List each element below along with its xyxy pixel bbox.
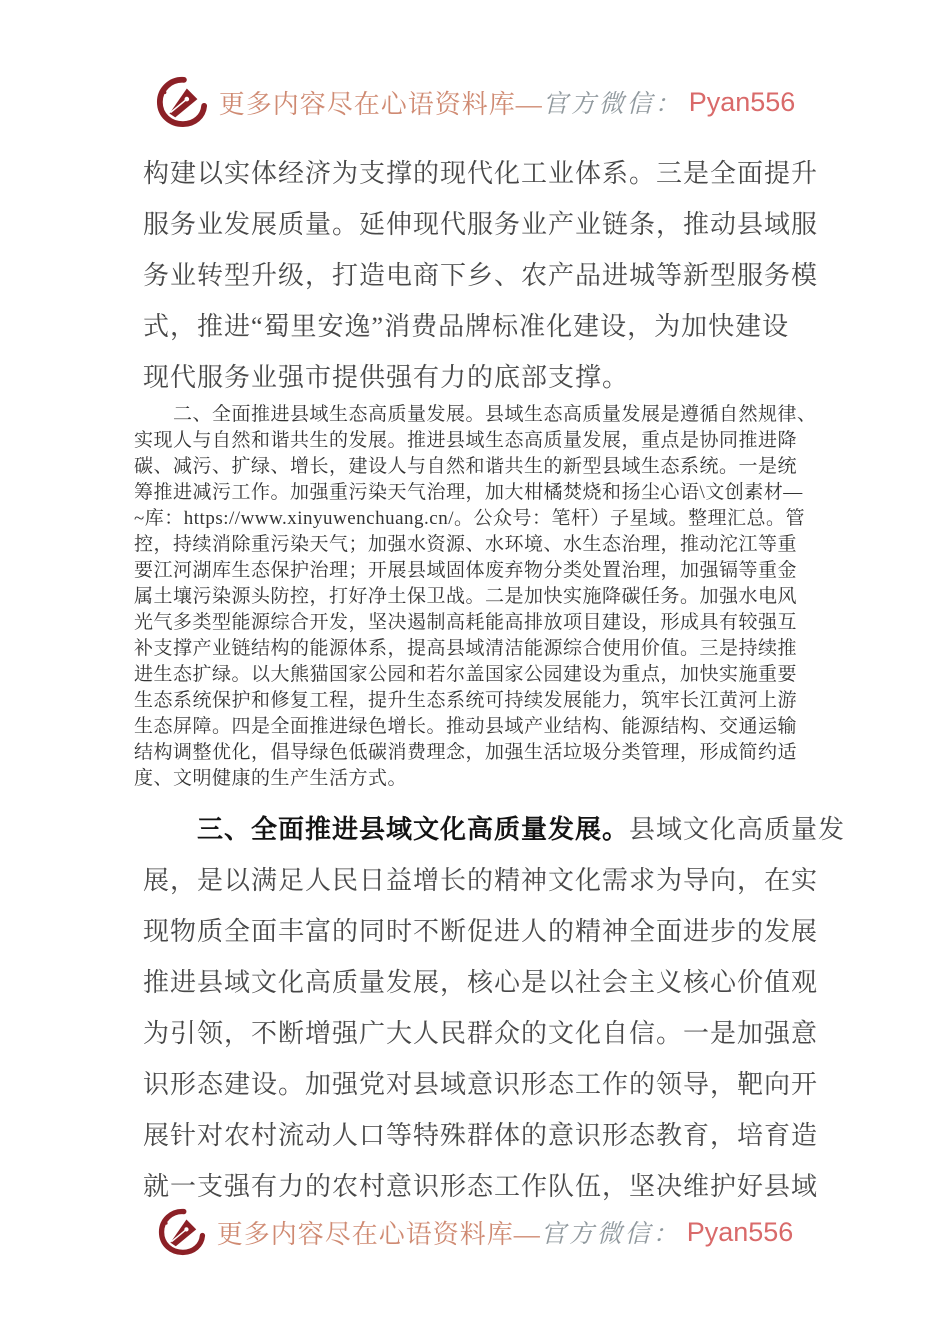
footer-banner (0, 1208, 950, 1256)
footer-wechat-label: 官方微信： (540, 1221, 681, 1248)
text-line: 展，是以满足人民日益增长的精神文化需求为导向，在实 (143, 866, 819, 895)
footer-wechat-id: Pyan556 (686, 1216, 794, 1247)
text-line: 进生态扩绿。以大熊猫国家公园和若尔盖国家公园建设为重点，加快实施重要 (134, 664, 798, 685)
text-line: 光气多类型能源综合开发，坚决遏制高耗能高排放项目建设，形成具有较强互 (134, 612, 798, 633)
text-line: 属土壤污染源头防控，打好净土保卫战。二是加快实施降碳任务。加强水电风 (134, 586, 798, 607)
text-line: 筹推进减污工作。加强重污染天气治理，加大柑橘焚烧和扬尘心语\文创素材— (134, 482, 803, 503)
text-line: 展针对农村流动人口等特殊群体的意识形态教育，培育造 (143, 1121, 819, 1150)
header-banner (0, 76, 950, 128)
footer-brand-text: 更多内容尽在心语资料库— (216, 1219, 541, 1249)
pen-nib-swirl-icon (157, 1208, 207, 1256)
text-line: ~库：https://www.xinyuwenchuang.cn/。公众号：笔杆）子星域。整理汇总。管 (134, 508, 806, 529)
text-line: 控，持续消除重污染天气；加强水资源、水环境、水生态治理，推动沱江等重 (134, 534, 798, 555)
header-wechat-id: Pyan556 (688, 86, 796, 117)
text-line: 现代服务业强市提供强有力的底部支撑。 (143, 363, 630, 392)
text-line: 碳、减污、扩绿、增长，建设人与自然和谐共生的新型县域生态系统。一是统 (134, 456, 798, 477)
header-brand-text: 更多内容尽在心语资料库— (218, 89, 543, 119)
paragraph-industry-system (143, 148, 843, 403)
text-line: 构建以实体经济为支撑的现代化工业体系。三是全面提升 (143, 159, 819, 188)
text-line: 推进县域文化高质量发展，核心是以社会主义核心价值观 (143, 968, 819, 997)
text-line: 三、全面推进县域文化高质量发展。县域文化高质量发 (143, 815, 846, 844)
text-line: 式，推进“蜀里安逸”消费品牌标准化建设，为加快建设 (143, 312, 790, 341)
text-line: 生态系统保护和修复工程，提升生态系统可持续发展能力，筑牢长江黄河上游 (134, 690, 798, 711)
text-line: 结构调整优化，倡导绿色低碳消费理念，加强生活垃圾分类管理，形成简约适 (134, 742, 798, 763)
text-line: 实现人与自然和谐共生的发展。推进县域生态高质量发展，重点是协同推进降 (134, 430, 798, 451)
text-line: 二、全面推进县域生态高质量发展。县域生态高质量发展是遵循自然规律、 (134, 404, 817, 425)
pen-nib-swirl-icon (155, 76, 209, 128)
text-line: 就一支强有力的农村意识形态工作队伍，坚决维护好县域 (143, 1172, 819, 1201)
text-line: 为引领，不断增强广大人民群众的文化自信。一是加强意 (143, 1019, 819, 1048)
text-line: 度、文明健康的生产生活方式。 (134, 768, 408, 789)
paragraph-ecology-development (134, 402, 834, 792)
text-line: 补支撑产业链结构的能源体系，提高县域清洁能源综合使用价值。三是持续推 (134, 638, 798, 659)
paragraph-culture-development (143, 804, 846, 1212)
text-line: 生态屏障。四是全面推进绿色增长。推动县域产业结构、能源结构、交通运输 (134, 716, 798, 737)
text-line: 要江河湖库生态保护治理；开展县域固体废弃物分类处置治理，加强镉等重金 (134, 560, 798, 581)
text-line: 服务业发展质量。延伸现代服务业产业链条，推动县域服 (143, 210, 819, 239)
text-line: 识形态建设。加强党对县域意识形态工作的领导，靶向开 (143, 1070, 819, 1099)
header-wechat-label: 官方微信： (542, 91, 683, 118)
text-line: 现物质全面丰富的同时不断促进人的精神全面进步的发展 (143, 917, 819, 946)
text-line: 务业转型升级，打造电商下乡、农产品进城等新型服务模 (143, 261, 819, 290)
